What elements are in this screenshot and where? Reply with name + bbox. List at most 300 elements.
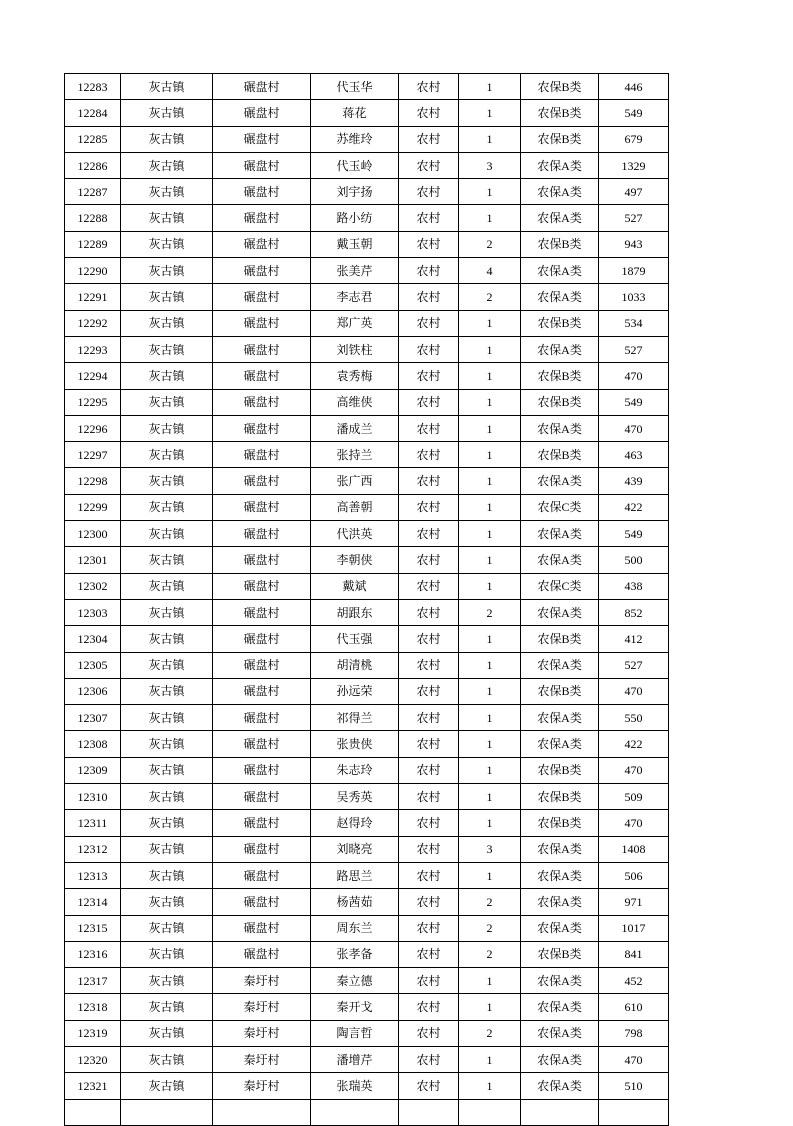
cell-town: 灰古镇 (121, 705, 213, 731)
table-row (65, 626, 669, 652)
cell-insurance-category: 农保B类 (521, 74, 599, 100)
cell-person-count: 2 (459, 915, 521, 941)
table-row (65, 915, 669, 941)
cell-person-name: 高维侠 (311, 389, 399, 415)
cell-town: 灰古镇 (121, 915, 213, 941)
table-row (65, 310, 669, 336)
cell-town: 灰古镇 (121, 389, 213, 415)
cell-person-count: 1 (459, 336, 521, 362)
cell-town: 灰古镇 (121, 968, 213, 994)
cell-insurance-category: 农保A类 (521, 652, 599, 678)
cell-insurance-category: 农保A类 (521, 599, 599, 625)
cell-person-count: 1 (459, 573, 521, 599)
cell-town: 灰古镇 (121, 363, 213, 389)
cell-person-name: 代洪英 (311, 521, 399, 547)
cell-village: 碾盘村 (213, 731, 311, 757)
cell-person-count: 1 (459, 389, 521, 415)
table-body (65, 74, 669, 1126)
cell-area-type: 农村 (399, 757, 459, 783)
cell-insurance-category: 农保A类 (521, 1046, 599, 1072)
cell-person-count: 1 (459, 494, 521, 520)
cell-town: 灰古镇 (121, 415, 213, 441)
cell-person-name: 郑广英 (311, 310, 399, 336)
cell-serial-number: 12288 (65, 205, 121, 231)
cell-person-count: 1 (459, 705, 521, 731)
cell-person-count: 2 (459, 284, 521, 310)
cell-town: 灰古镇 (121, 179, 213, 205)
cell-area-type: 农村 (399, 994, 459, 1020)
cell-town: 灰古镇 (121, 1073, 213, 1099)
table-row-partial (65, 1099, 669, 1125)
cell-amount: 500 (599, 547, 669, 573)
cell-village: 碾盘村 (213, 889, 311, 915)
cell-amount: 1408 (599, 836, 669, 862)
cell-town: 灰古镇 (121, 652, 213, 678)
cell-amount: 549 (599, 521, 669, 547)
cell-area-type: 农村 (399, 599, 459, 625)
cell-person-count: 1 (459, 810, 521, 836)
cell-town: 灰古镇 (121, 784, 213, 810)
cell-insurance-category: 农保B类 (521, 941, 599, 967)
table-row (65, 784, 669, 810)
cell-person-count: 1 (459, 468, 521, 494)
table-row (65, 231, 669, 257)
cell-person-name: 陶言哲 (311, 1020, 399, 1046)
cell-insurance-category: 农保A类 (521, 336, 599, 362)
cell-area-type: 农村 (399, 179, 459, 205)
cell-serial-number: 12297 (65, 442, 121, 468)
cell-village: 碾盘村 (213, 494, 311, 520)
cell-amount: 1033 (599, 284, 669, 310)
cell-serial-number: 12283 (65, 74, 121, 100)
cell-village: 碾盘村 (213, 310, 311, 336)
cell-amount: 1879 (599, 258, 669, 284)
cell-amount: 470 (599, 1046, 669, 1072)
table-row (65, 652, 669, 678)
cell-person-name: 蒋花 (311, 100, 399, 126)
cell-amount: 527 (599, 205, 669, 231)
cell-town: 灰古镇 (121, 547, 213, 573)
cell-serial-number: 12321 (65, 1073, 121, 1099)
cell-insurance-category: 农保A类 (521, 1020, 599, 1046)
cell-area-type: 农村 (399, 678, 459, 704)
cell-serial-number: 12294 (65, 363, 121, 389)
cell-area-type: 农村 (399, 468, 459, 494)
cell-insurance-category: 农保B类 (521, 126, 599, 152)
cell-serial-number: 12293 (65, 336, 121, 362)
cell-insurance-category: 农保A类 (521, 468, 599, 494)
cell-amount: 463 (599, 442, 669, 468)
table-row (65, 179, 669, 205)
cell-amount: 550 (599, 705, 669, 731)
table-row (65, 521, 669, 547)
cell-amount: 470 (599, 415, 669, 441)
table-row (65, 363, 669, 389)
cell-serial-number: 12290 (65, 258, 121, 284)
cell-amount: 422 (599, 494, 669, 520)
cell-area-type: 农村 (399, 389, 459, 415)
cell-town: 灰古镇 (121, 1046, 213, 1072)
cell-serial-number (65, 1099, 121, 1125)
cell-village: 碾盘村 (213, 705, 311, 731)
cell-person-count: 1 (459, 415, 521, 441)
cell-amount: 943 (599, 231, 669, 257)
cell-area-type: 农村 (399, 1073, 459, 1099)
cell-insurance-category: 农保A类 (521, 258, 599, 284)
cell-amount: 1017 (599, 915, 669, 941)
cell-person-count: 2 (459, 599, 521, 625)
cell-village: 碾盘村 (213, 442, 311, 468)
cell-town: 灰古镇 (121, 994, 213, 1020)
cell-area-type: 农村 (399, 862, 459, 888)
cell-village: 碾盘村 (213, 941, 311, 967)
cell-town: 灰古镇 (121, 836, 213, 862)
table-row (65, 757, 669, 783)
table-row (65, 74, 669, 100)
cell-town: 灰古镇 (121, 205, 213, 231)
cell-person-count: 1 (459, 179, 521, 205)
cell-insurance-category: 农保A类 (521, 284, 599, 310)
insurance-roster-table (64, 73, 669, 1126)
cell-serial-number: 12303 (65, 599, 121, 625)
cell-insurance-category: 农保B类 (521, 626, 599, 652)
cell-area-type: 农村 (399, 889, 459, 915)
cell-serial-number: 12319 (65, 1020, 121, 1046)
cell-person-count: 3 (459, 152, 521, 178)
cell-area-type: 农村 (399, 258, 459, 284)
cell-amount: 452 (599, 968, 669, 994)
table-row (65, 547, 669, 573)
cell-person-name: 张持兰 (311, 442, 399, 468)
table-row (65, 415, 669, 441)
cell-village: 碾盘村 (213, 547, 311, 573)
cell-person-name: 赵得玲 (311, 810, 399, 836)
cell-insurance-category: 农保C类 (521, 494, 599, 520)
cell-serial-number: 12316 (65, 941, 121, 967)
cell-insurance-category: 农保B类 (521, 310, 599, 336)
table-row (65, 1046, 669, 1072)
cell-insurance-category: 农保A类 (521, 862, 599, 888)
cell-person-count: 1 (459, 100, 521, 126)
cell-person-name: 胡跟东 (311, 599, 399, 625)
cell-insurance-category: 农保A类 (521, 152, 599, 178)
table-row (65, 1020, 669, 1046)
cell-insurance-category: 农保A类 (521, 836, 599, 862)
table-row (65, 994, 669, 1020)
cell-insurance-category: 农保B类 (521, 442, 599, 468)
cell-amount: 412 (599, 626, 669, 652)
cell-area-type: 农村 (399, 547, 459, 573)
cell-amount: 1329 (599, 152, 669, 178)
cell-insurance-category: 农保B类 (521, 757, 599, 783)
cell-person-name: 胡清桃 (311, 652, 399, 678)
cell-person-name: 戴斌 (311, 573, 399, 599)
cell-person-name: 代玉强 (311, 626, 399, 652)
cell-town: 灰古镇 (121, 599, 213, 625)
cell-village: 碾盘村 (213, 100, 311, 126)
cell-village: 碾盘村 (213, 599, 311, 625)
cell-insurance-category: 农保A类 (521, 205, 599, 231)
cell-person-count (459, 1099, 521, 1125)
cell-amount: 527 (599, 336, 669, 362)
cell-town: 灰古镇 (121, 1020, 213, 1046)
cell-serial-number: 12295 (65, 389, 121, 415)
cell-insurance-category: 农保A类 (521, 521, 599, 547)
cell-serial-number: 12309 (65, 757, 121, 783)
cell-amount: 470 (599, 363, 669, 389)
cell-insurance-category: 农保B类 (521, 100, 599, 126)
cell-insurance-category: 农保A类 (521, 705, 599, 731)
table-row (65, 258, 669, 284)
table-row (65, 284, 669, 310)
cell-serial-number: 12302 (65, 573, 121, 599)
cell-serial-number: 12306 (65, 678, 121, 704)
cell-serial-number: 12317 (65, 968, 121, 994)
cell-serial-number: 12314 (65, 889, 121, 915)
cell-amount: 422 (599, 731, 669, 757)
cell-village: 秦圩村 (213, 994, 311, 1020)
table-row (65, 836, 669, 862)
cell-person-name: 代玉岭 (311, 152, 399, 178)
table-row (65, 494, 669, 520)
cell-village: 碾盘村 (213, 652, 311, 678)
cell-village: 碾盘村 (213, 626, 311, 652)
cell-area-type: 农村 (399, 494, 459, 520)
cell-area-type: 农村 (399, 152, 459, 178)
cell-insurance-category: 农保B类 (521, 231, 599, 257)
cell-amount: 509 (599, 784, 669, 810)
cell-area-type: 农村 (399, 1046, 459, 1072)
cell-village: 碾盘村 (213, 573, 311, 599)
cell-person-count: 1 (459, 1046, 521, 1072)
cell-village: 碾盘村 (213, 862, 311, 888)
cell-amount: 510 (599, 1073, 669, 1099)
cell-area-type: 农村 (399, 100, 459, 126)
cell-village: 碾盘村 (213, 152, 311, 178)
cell-serial-number: 12305 (65, 652, 121, 678)
cell-amount: 549 (599, 389, 669, 415)
cell-insurance-category: 农保A类 (521, 731, 599, 757)
cell-village: 碾盘村 (213, 363, 311, 389)
cell-area-type: 农村 (399, 626, 459, 652)
cell-person-name: 张贵侠 (311, 731, 399, 757)
cell-area-type: 农村 (399, 1020, 459, 1046)
cell-area-type: 农村 (399, 231, 459, 257)
cell-person-name: 潘增芹 (311, 1046, 399, 1072)
cell-person-count: 1 (459, 74, 521, 100)
cell-area-type: 农村 (399, 442, 459, 468)
table-row (65, 205, 669, 231)
cell-town: 灰古镇 (121, 336, 213, 362)
cell-person-count: 1 (459, 626, 521, 652)
cell-town: 灰古镇 (121, 678, 213, 704)
cell-amount: 438 (599, 573, 669, 599)
cell-amount: 798 (599, 1020, 669, 1046)
cell-amount: 852 (599, 599, 669, 625)
cell-town: 灰古镇 (121, 521, 213, 547)
cell-serial-number: 12307 (65, 705, 121, 731)
cell-town: 灰古镇 (121, 74, 213, 100)
table-row (65, 731, 669, 757)
cell-serial-number: 12292 (65, 310, 121, 336)
cell-person-name: 杨茜茹 (311, 889, 399, 915)
cell-person-count: 3 (459, 836, 521, 862)
cell-village: 碾盘村 (213, 126, 311, 152)
cell-area-type: 农村 (399, 126, 459, 152)
cell-town: 灰古镇 (121, 862, 213, 888)
cell-person-name: 张美芹 (311, 258, 399, 284)
table-row (65, 100, 669, 126)
cell-amount: 610 (599, 994, 669, 1020)
cell-town: 灰古镇 (121, 100, 213, 126)
cell-village: 碾盘村 (213, 521, 311, 547)
cell-person-count: 1 (459, 731, 521, 757)
cell-person-name: 祁得兰 (311, 705, 399, 731)
cell-person-count: 1 (459, 310, 521, 336)
cell-person-count: 2 (459, 1020, 521, 1046)
table-row (65, 968, 669, 994)
cell-amount: 549 (599, 100, 669, 126)
cell-person-count: 1 (459, 652, 521, 678)
cell-village: 碾盘村 (213, 678, 311, 704)
cell-village: 碾盘村 (213, 389, 311, 415)
table-row (65, 152, 669, 178)
cell-person-count: 1 (459, 1073, 521, 1099)
cell-serial-number: 12291 (65, 284, 121, 310)
cell-amount: 527 (599, 652, 669, 678)
cell-amount: 470 (599, 757, 669, 783)
cell-person-name: 朱志玲 (311, 757, 399, 783)
cell-insurance-category: 农保A类 (521, 968, 599, 994)
cell-area-type: 农村 (399, 941, 459, 967)
cell-person-count: 4 (459, 258, 521, 284)
cell-person-name: 刘晓亮 (311, 836, 399, 862)
cell-person-count: 2 (459, 889, 521, 915)
cell-area-type (399, 1099, 459, 1125)
cell-amount: 439 (599, 468, 669, 494)
cell-insurance-category: 农保B类 (521, 389, 599, 415)
cell-serial-number: 12300 (65, 521, 121, 547)
cell-village: 碾盘村 (213, 258, 311, 284)
cell-amount: 470 (599, 678, 669, 704)
cell-serial-number: 12301 (65, 547, 121, 573)
cell-person-count: 2 (459, 231, 521, 257)
table-row (65, 389, 669, 415)
table-container (64, 73, 670, 1126)
cell-town: 灰古镇 (121, 757, 213, 783)
cell-village: 碾盘村 (213, 784, 311, 810)
cell-town: 灰古镇 (121, 126, 213, 152)
cell-person-name (311, 1099, 399, 1125)
cell-village: 秦圩村 (213, 1073, 311, 1099)
cell-serial-number: 12287 (65, 179, 121, 205)
cell-town: 灰古镇 (121, 626, 213, 652)
cell-serial-number: 12315 (65, 915, 121, 941)
cell-insurance-category: 农保B类 (521, 678, 599, 704)
cell-town: 灰古镇 (121, 152, 213, 178)
cell-person-count: 2 (459, 941, 521, 967)
cell-person-count: 1 (459, 757, 521, 783)
cell-area-type: 农村 (399, 784, 459, 810)
cell-town: 灰古镇 (121, 468, 213, 494)
table-row (65, 705, 669, 731)
cell-person-count: 1 (459, 547, 521, 573)
cell-town: 灰古镇 (121, 731, 213, 757)
cell-village: 碾盘村 (213, 284, 311, 310)
cell-village: 秦圩村 (213, 1020, 311, 1046)
cell-serial-number: 12286 (65, 152, 121, 178)
cell-person-name: 孙远荣 (311, 678, 399, 704)
cell-insurance-category: 农保B类 (521, 363, 599, 389)
cell-insurance-category: 农保A类 (521, 994, 599, 1020)
cell-person-count: 1 (459, 521, 521, 547)
cell-area-type: 农村 (399, 810, 459, 836)
cell-area-type: 农村 (399, 310, 459, 336)
cell-person-count: 1 (459, 994, 521, 1020)
cell-village: 碾盘村 (213, 179, 311, 205)
cell-person-name: 张孝备 (311, 941, 399, 967)
cell-town (121, 1099, 213, 1125)
cell-insurance-category: 农保A类 (521, 1073, 599, 1099)
cell-insurance-category (521, 1099, 599, 1125)
cell-town: 灰古镇 (121, 231, 213, 257)
cell-serial-number: 12318 (65, 994, 121, 1020)
cell-village: 碾盘村 (213, 915, 311, 941)
cell-person-name: 袁秀梅 (311, 363, 399, 389)
cell-amount: 506 (599, 862, 669, 888)
cell-village: 秦圩村 (213, 968, 311, 994)
cell-person-name: 吴秀英 (311, 784, 399, 810)
cell-person-count: 1 (459, 442, 521, 468)
cell-serial-number: 12313 (65, 862, 121, 888)
cell-person-name: 张瑞英 (311, 1073, 399, 1099)
cell-area-type: 农村 (399, 573, 459, 599)
table-row (65, 442, 669, 468)
cell-insurance-category: 农保B类 (521, 784, 599, 810)
cell-person-count: 1 (459, 862, 521, 888)
cell-person-name: 戴玉朝 (311, 231, 399, 257)
cell-serial-number: 12285 (65, 126, 121, 152)
table-row (65, 810, 669, 836)
cell-person-count: 1 (459, 968, 521, 994)
cell-person-name: 秦立德 (311, 968, 399, 994)
cell-amount: 841 (599, 941, 669, 967)
cell-serial-number: 12320 (65, 1046, 121, 1072)
cell-town: 灰古镇 (121, 284, 213, 310)
cell-area-type: 农村 (399, 705, 459, 731)
cell-person-name: 路小纺 (311, 205, 399, 231)
cell-amount: 446 (599, 74, 669, 100)
cell-village: 碾盘村 (213, 836, 311, 862)
cell-amount: 534 (599, 310, 669, 336)
cell-village: 碾盘村 (213, 74, 311, 100)
cell-insurance-category: 农保A类 (521, 889, 599, 915)
cell-person-name: 张广西 (311, 468, 399, 494)
cell-serial-number: 12284 (65, 100, 121, 126)
cell-person-name: 刘铁柱 (311, 336, 399, 362)
table-row (65, 1073, 669, 1099)
cell-insurance-category: 农保C类 (521, 573, 599, 599)
cell-serial-number: 12304 (65, 626, 121, 652)
cell-serial-number: 12310 (65, 784, 121, 810)
cell-person-name: 李朝侠 (311, 547, 399, 573)
cell-area-type: 农村 (399, 336, 459, 362)
cell-person-name: 秦开戈 (311, 994, 399, 1020)
cell-town: 灰古镇 (121, 494, 213, 520)
cell-insurance-category: 农保A类 (521, 179, 599, 205)
cell-person-count: 1 (459, 205, 521, 231)
cell-town: 灰古镇 (121, 442, 213, 468)
